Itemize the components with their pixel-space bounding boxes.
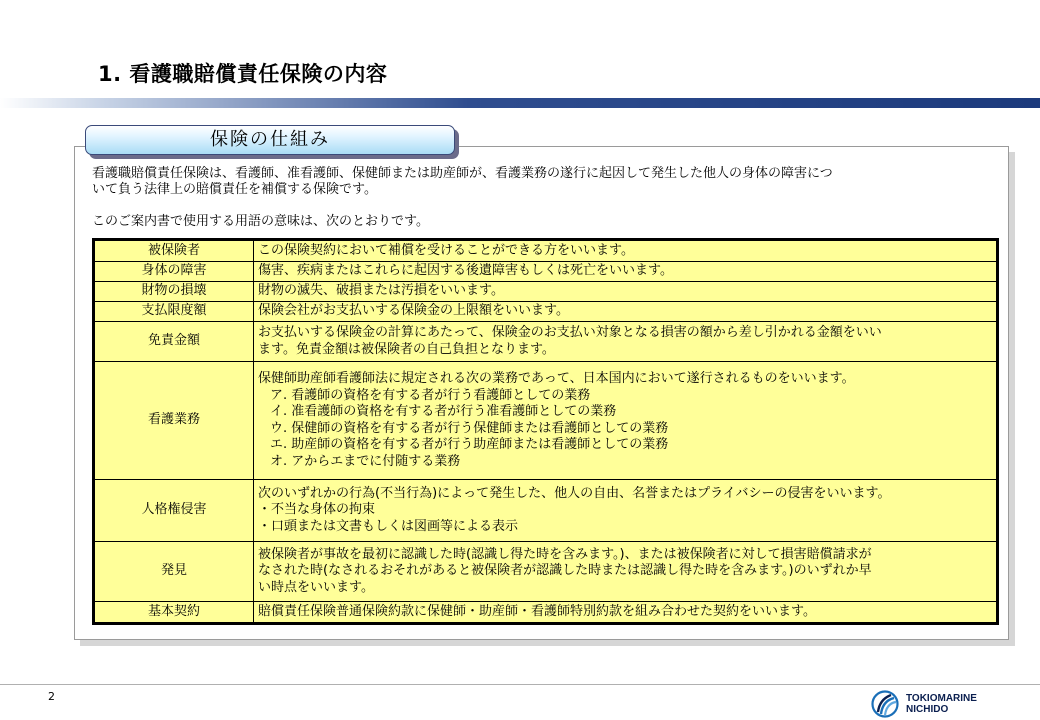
definition-cell xyxy=(254,302,998,322)
definition-line: エ. 助産師の資格を有する者が行う助産師または看護師としての業務 xyxy=(270,437,669,452)
table-row xyxy=(94,602,998,624)
definition-cell xyxy=(254,480,998,542)
definition-line: 被保険者が事故を最初に認識した時(認識し得た時を含みます。)、または被保険者に対して損害賠償請求が xyxy=(258,546,872,562)
intro-line-3: このご案内書で使用する用語の意味は、次のとおりです。 xyxy=(92,214,429,229)
definition-line: 保健師助産師看護師法に規定される次の業務であって、日本国内において遂行されるものをいいます。 xyxy=(258,371,855,386)
definition-line: ア. 看護師の資格を有する者が行う看護師としての業務 xyxy=(270,387,591,403)
term-cell: 支払限度額 xyxy=(94,302,254,322)
definition-line: ・不当な身体の拘束 xyxy=(258,502,376,518)
title-divider-bar xyxy=(0,98,1040,108)
table-row xyxy=(94,322,998,362)
term-cell: 免責金額 xyxy=(94,322,254,362)
intro-line-2: いて負う法律上の賠償責任を補償する保険です。 xyxy=(92,182,377,197)
table-row xyxy=(94,362,998,480)
logo-line-1: TOKIOMARINE xyxy=(906,693,977,704)
intro-line-1: 看護職賠償責任保険は、看護師、准看護師、保健師または助産師が、看護業務の遂行に起因して発生した他人の身体の障害につ xyxy=(92,166,833,181)
company-logo xyxy=(870,690,1020,718)
definition-cell xyxy=(254,362,998,480)
table-row xyxy=(94,240,998,262)
definition-line: オ. アからエまでに付随する業務 xyxy=(270,453,461,469)
definition-line: ます。免責金額は被保険者の自己負担となります。 xyxy=(258,341,555,357)
section-title: 保険の仕組み xyxy=(85,125,455,155)
definition-line: 賠償責任保険普通保険約款に保健師・助産師・看護師特別約款を組み合わせた契約をいいます。 xyxy=(258,603,816,619)
table-row xyxy=(94,480,998,542)
term-cell: 身体の障害 xyxy=(94,262,254,282)
term-cell: 看護業務 xyxy=(94,362,254,480)
term-cell: 基本契約 xyxy=(94,602,254,624)
definition-line: ウ. 保健師の資格を有する者が行う保健師または看護師としての業務 xyxy=(270,420,669,436)
table-row xyxy=(94,302,998,322)
page-title: 1. 看護職賠償責任保険の内容 xyxy=(98,62,388,86)
definition-cell xyxy=(254,602,998,624)
definition-cell xyxy=(254,262,998,282)
definition-line: い時点をいいます。 xyxy=(258,579,374,595)
intro-text xyxy=(92,166,992,230)
tokiomarine-logo-icon xyxy=(870,690,900,718)
definition-line: 財物の滅失、破損または汚損をいいます。 xyxy=(258,283,504,299)
table-row xyxy=(94,282,998,302)
definition-line: この保険契約において補償を受けることができる方をいいます。 xyxy=(258,242,634,258)
logo-wordmark xyxy=(906,693,977,715)
term-cell: 人格権侵害 xyxy=(94,480,254,542)
page-number: 2 xyxy=(48,690,55,703)
definition-cell xyxy=(254,322,998,362)
term-cell: 被保険者 xyxy=(94,240,254,262)
footer-divider xyxy=(0,684,1040,685)
definition-line: 傷害、疾病またはこれらに起因する後遺障害もしくは死亡をいいます。 xyxy=(258,263,673,279)
table-row xyxy=(94,262,998,282)
term-cell: 財物の損壊 xyxy=(94,282,254,302)
definition-cell xyxy=(254,282,998,302)
definition-line: イ. 准看護師の資格を有する者が行う准看護師としての業務 xyxy=(270,404,617,419)
terms-table xyxy=(92,238,999,625)
definition-cell xyxy=(254,240,998,262)
definition-line: なされた時(なされるおそれがあると被保険者が認識した時または認識し得た時を含みます。)のいずれか早 xyxy=(258,563,872,579)
definition-cell xyxy=(254,542,998,602)
definition-line: ・口頭または文書もしくは図画等による表示 xyxy=(258,518,519,534)
definition-line: 保険会社がお支払いする保険金の上限額をいいます。 xyxy=(258,303,569,319)
logo-line-2: NICHIDO xyxy=(906,704,949,715)
term-cell: 発見 xyxy=(94,542,254,602)
definition-line: お支払いする保険金の計算にあたって、保険金のお支払い対象となる損害の額から差し引かれる金額をいい xyxy=(258,325,882,340)
definition-line: 次のいずれかの行為(不当行為)によって発生した、他人の自由、名誉またはプライバシーの侵害をいいます。 xyxy=(258,485,891,501)
table-row xyxy=(94,542,998,602)
